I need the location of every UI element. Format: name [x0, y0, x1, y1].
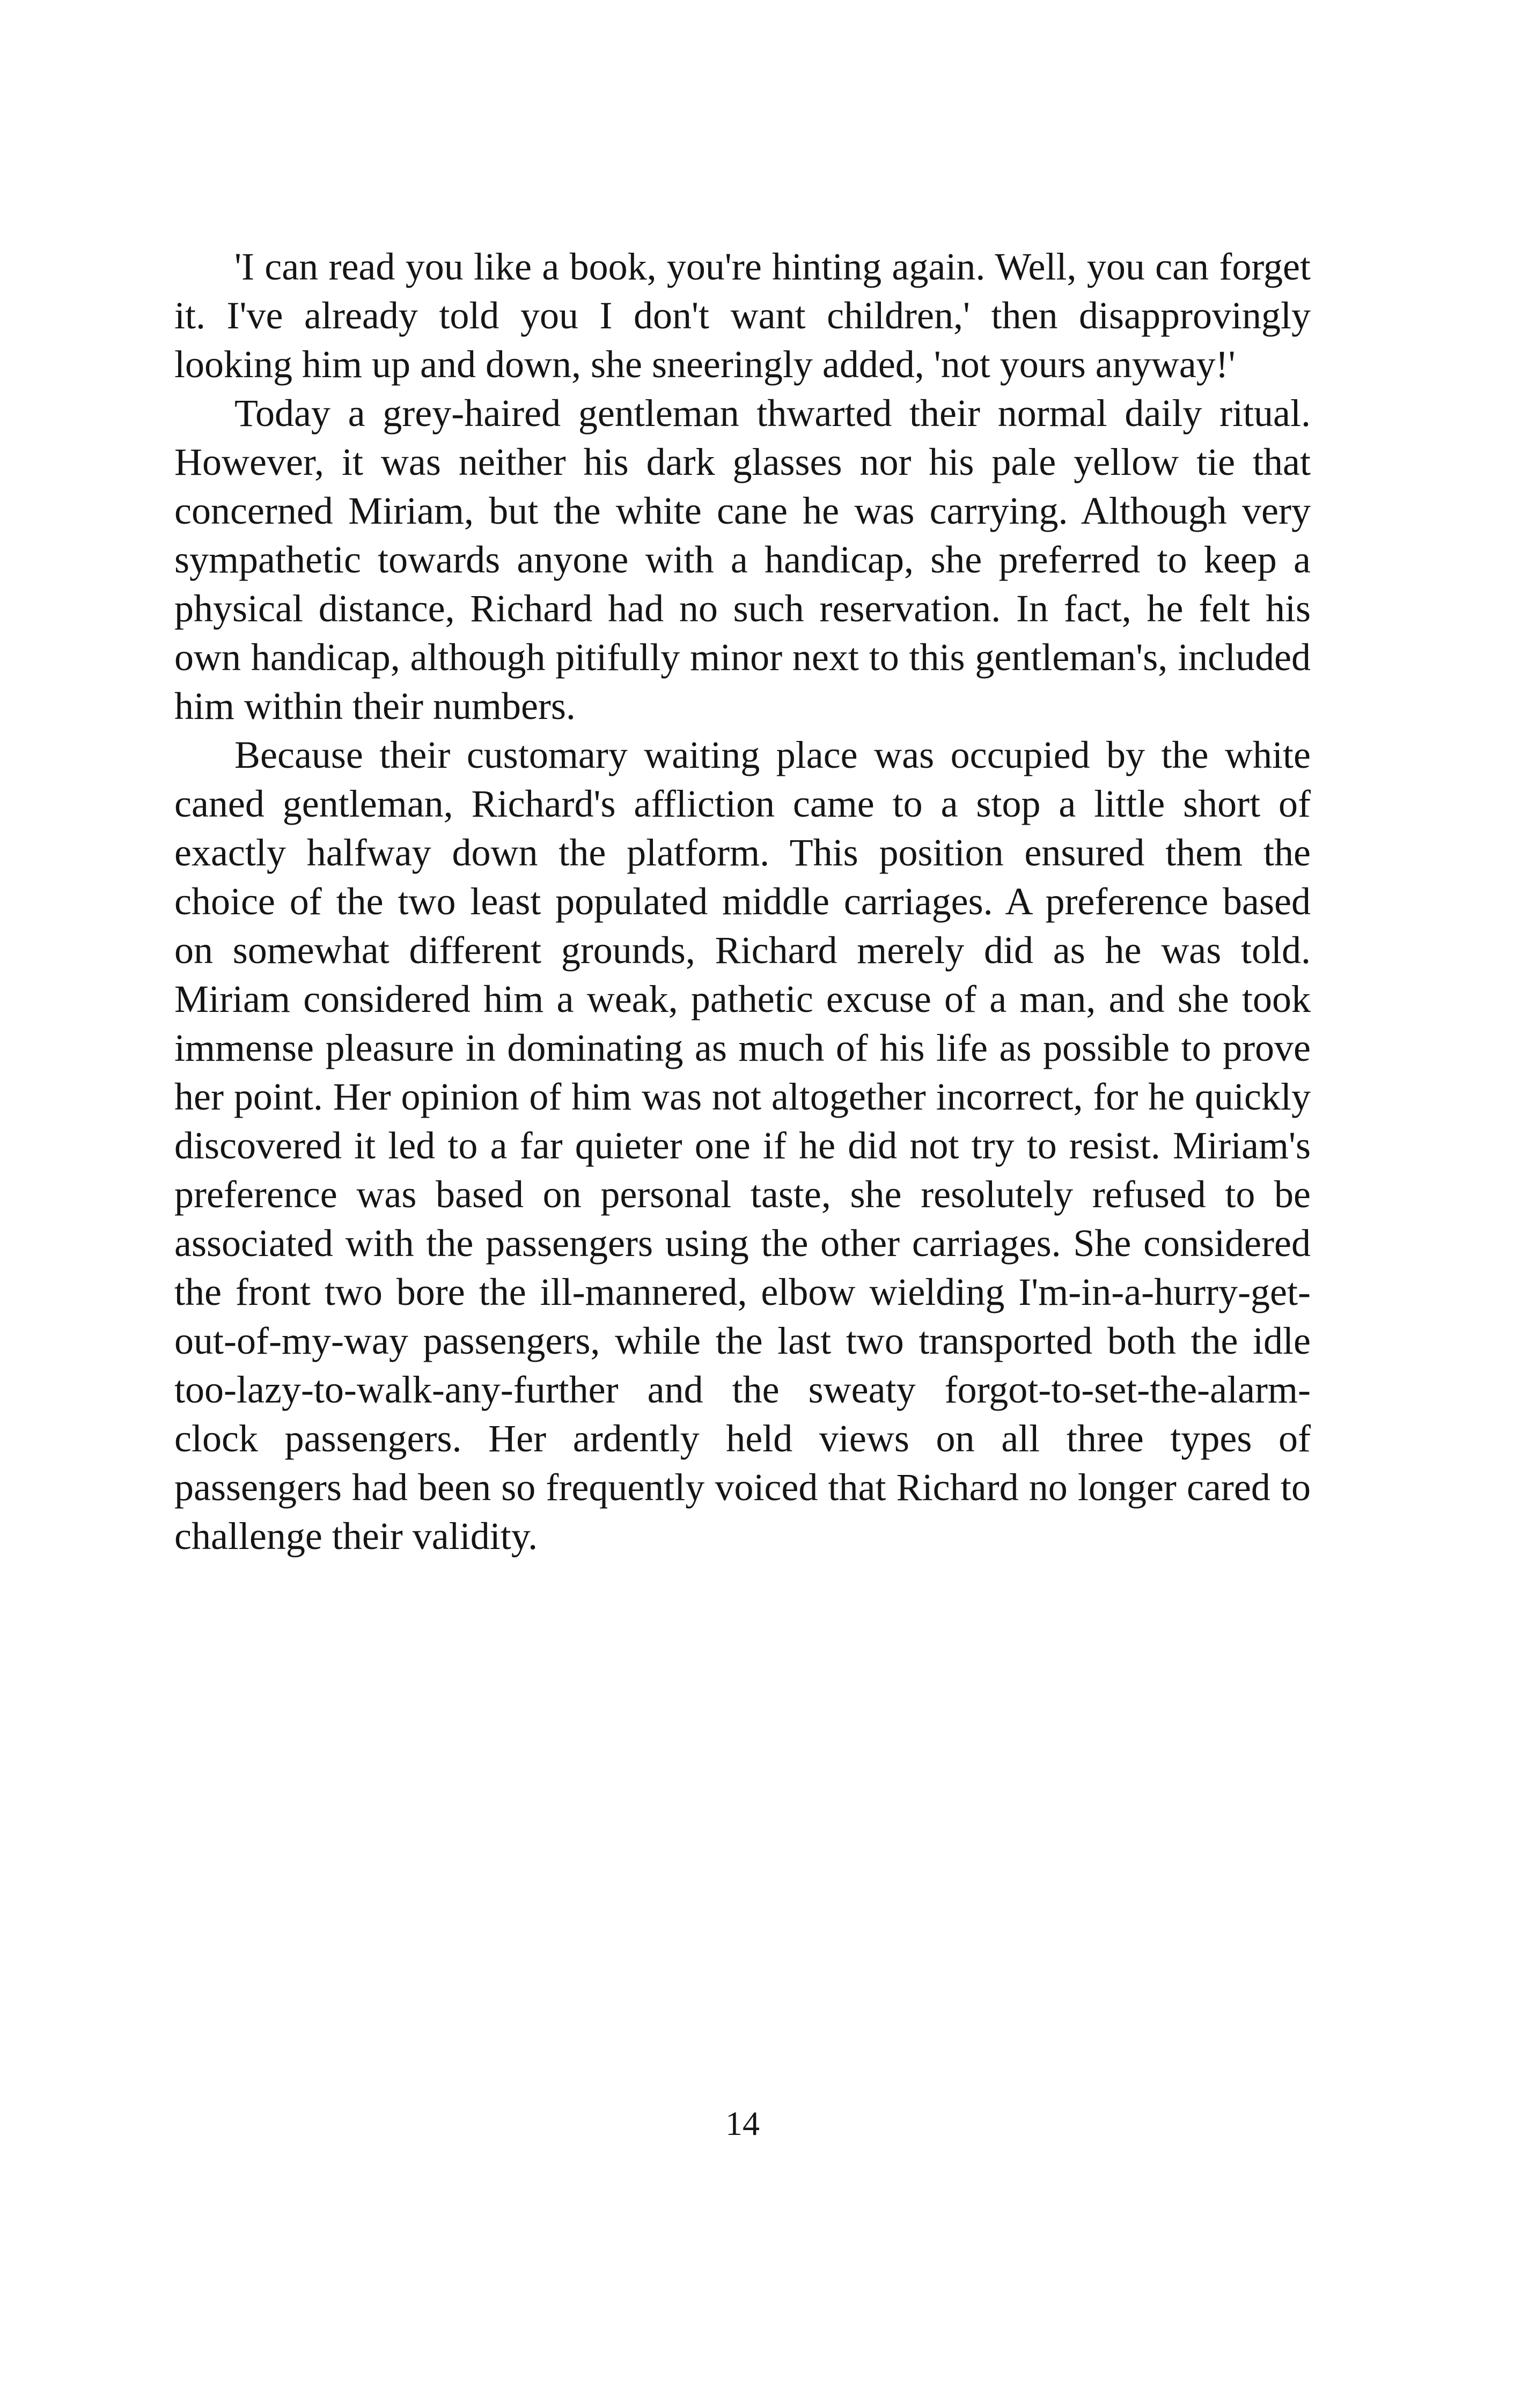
page-number: 14 — [725, 2104, 760, 2142]
page-text — [174, 243, 1311, 1561]
paragraph-2: Today a grey-haired gentleman thwarted their normal daily ritual. However, it was neither his dark glasses nor his pale yellow tie that concerned Miriam, but the white cane he was carrying. Although very sympathetic towards anyone with a handicap, she preferred to keep a physical distance, Richard had no such reservation. In fact, he felt his own handicap, although pitifully minor next to this gentleman's, included him within their numbers. — [174, 392, 1311, 728]
paragraph-1: 'I can read you like a book, you're hinting again. Well, you can forget it. I've already told you I don't want children,' then disapprovingly looking him up and down, she sneeringly added, 'not yours anyway!' — [174, 245, 1311, 386]
paragraph-3: Because their customary waiting place was occupied by the white caned gentleman, Richard's affliction came to a stop a little short of exactly halfway down the platform. This position ensured them the choice of the two least populated middle carriages. A preference based on somewhat different grounds, Richard merely did as he was told. Miriam considered him a weak, pathetic excuse of a man, and she took immense pleasure in dominating as much of his life as possible to prove her point. Her opinion of him was not altogether incorrect, for he quickly discovered it led to a far quieter one if he did not try to resist. Miriam's preference was based on personal taste, she resolutely refused to be associated with the passengers using the other carriages. She considered the front two bore the ill-mannered, elbow wielding I'm-in-a-hurry-get-out-of-my-way passengers, while the last two transported both the idle too-lazy-to-walk-any-further and the sweaty forgot-to-set-the-alarm-clock passengers. Her ardently held views on all three types of passengers had been so frequently voiced that Richard no longer cared to challenge their validity. — [174, 733, 1311, 1558]
